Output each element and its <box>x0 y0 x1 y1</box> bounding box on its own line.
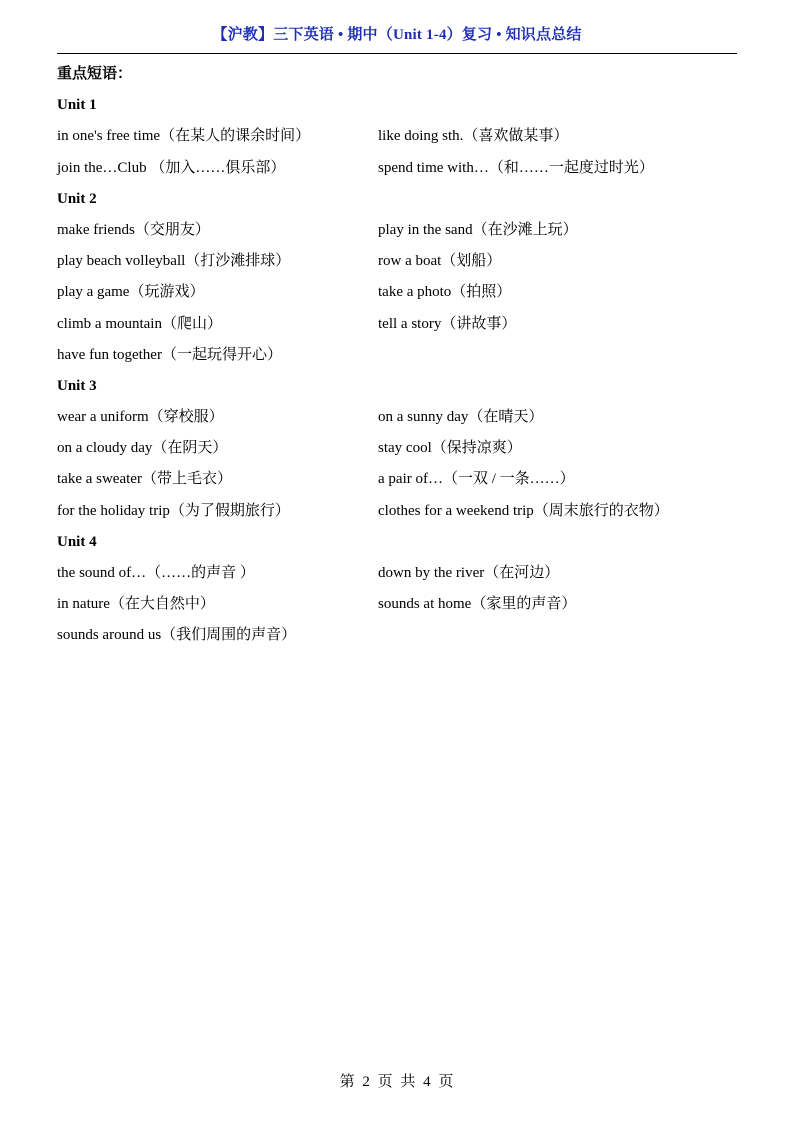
phrase-item: take a photo（拍照） <box>378 284 512 301</box>
phrase-row <box>57 277 737 308</box>
unit-heading: Unit 3 <box>57 377 97 394</box>
phrase-row <box>57 340 737 371</box>
phrase-item: wear a uniform（穿校服） <box>57 409 224 426</box>
phrase-item <box>378 620 737 651</box>
page-header <box>57 20 737 54</box>
phrase-item: sounds around us（我们周围的声音） <box>57 627 297 644</box>
page-footer: 第 2 页 共 4 页 <box>339 1074 454 1090</box>
phrase-item: on a cloudy day（在阴天） <box>57 440 228 457</box>
phrase-item: for the holiday trip（为了假期旅行） <box>57 502 290 519</box>
phrase-row <box>57 589 737 620</box>
phrase-item: spend time with…（和……一起度过时光） <box>378 159 654 176</box>
phrase-row <box>57 215 737 246</box>
section-title: 重点短语： <box>57 66 133 82</box>
phrase-item: play in the sand（在沙滩上玩） <box>378 221 578 238</box>
phrase-item: have fun together（一起玩得开心） <box>57 346 282 363</box>
phrase-row <box>57 153 737 184</box>
phrase-row <box>57 402 737 433</box>
phrase-row <box>57 121 737 152</box>
unit-heading: Unit 4 <box>57 533 97 550</box>
phrase-item: a pair of…（一双 / 一条……） <box>378 471 575 488</box>
unit-heading: Unit 2 <box>57 190 97 207</box>
phrase-item: the sound of…（……的声音 ） <box>57 565 255 581</box>
phrase-row <box>57 496 737 527</box>
phrase-item: on a sunny day（在晴天） <box>378 409 544 426</box>
phrase-row <box>57 309 737 340</box>
phrase-item: like doing sth.（喜欢做某事） <box>378 128 569 145</box>
phrase-row <box>57 433 737 464</box>
document-body <box>57 59 737 652</box>
phrase-row <box>57 464 737 495</box>
phrase-item: sounds at home（家里的声音） <box>378 596 577 613</box>
phrase-item: clothes for a weekend trip（周末旅行的衣物） <box>378 502 669 519</box>
phrase-item: play beach volleyball（打沙滩排球） <box>57 253 291 270</box>
phrase-item: take a sweater（带上毛衣） <box>57 471 232 488</box>
phrase-item: make friends（交朋友） <box>57 221 210 238</box>
page-header-title: 【沪教】三下英语 • 期中（Unit 1-4）复习 • 知识点总结 <box>212 27 582 43</box>
phrase-item: down by the river（在河边） <box>378 565 560 581</box>
phrase-item <box>378 340 737 371</box>
phrase-item: in one's free time（在某人的课余时间） <box>57 128 311 145</box>
unit-heading: Unit 1 <box>57 97 97 114</box>
phrase-row <box>57 620 737 651</box>
phrase-item: tell a story（讲故事） <box>378 315 517 332</box>
phrase-row <box>57 558 737 589</box>
phrase-item: stay cool（保持凉爽） <box>378 440 522 457</box>
phrase-item: row a boat（划船） <box>378 253 502 270</box>
phrase-item: in nature（在大自然中） <box>57 596 215 613</box>
phrase-row <box>57 246 737 277</box>
phrase-item: play a game（玩游戏） <box>57 284 205 301</box>
phrase-item: join the…Club （加入……俱乐部） <box>57 159 286 176</box>
phrase-item: climb a mountain（爬山） <box>57 315 222 332</box>
